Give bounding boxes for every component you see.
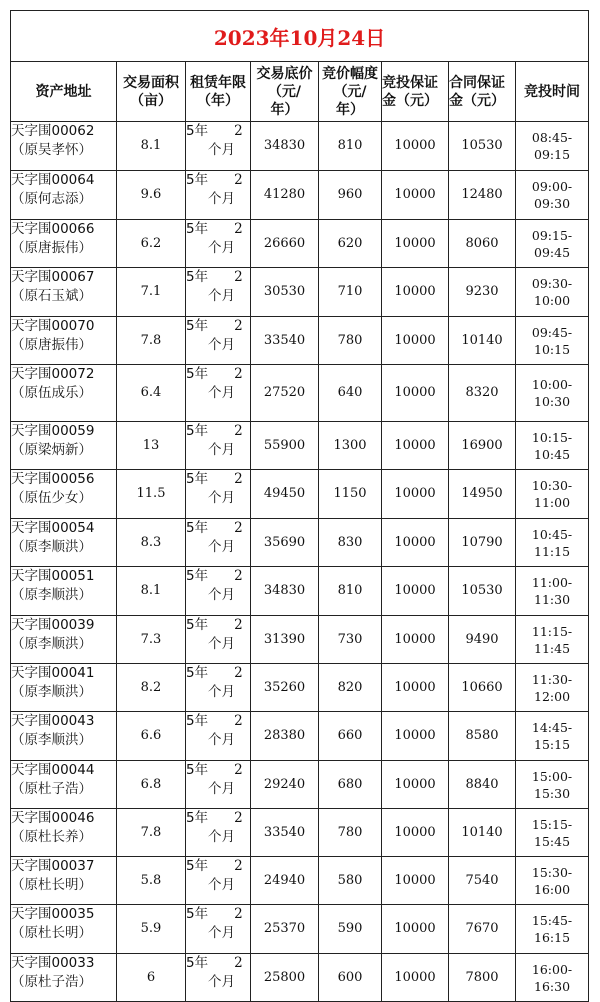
cell-term	[186, 954, 251, 1002]
cell-bid-deposit: 10000	[382, 664, 449, 712]
bid-time-end: 16:00	[534, 881, 571, 897]
cell-address	[11, 616, 117, 664]
bid-time-start: 15:45-	[531, 913, 573, 928]
cell-floor-price: 31390	[251, 616, 319, 664]
cell-floor-price: 26660	[251, 220, 319, 268]
cell-term	[186, 268, 251, 317]
cell-term	[186, 171, 251, 220]
bid-time-start: 09:30-	[531, 276, 573, 291]
cell-increment: 810	[319, 567, 382, 616]
term-months: 个月	[208, 142, 235, 158]
cell-area: 8.1	[117, 567, 186, 616]
cell-area: 11.5	[117, 470, 186, 519]
cell-contract-deposit: 7800	[449, 954, 516, 1002]
cell-contract-deposit: 8060	[449, 220, 516, 268]
header-bid-time: 竞投时间	[516, 62, 589, 122]
table-row	[11, 317, 589, 365]
cell-floor-price: 55900	[251, 422, 319, 470]
term-months: 个月	[208, 829, 235, 845]
address-code: 天字围00035	[11, 906, 95, 922]
cell-floor-price: 24940	[251, 857, 319, 905]
address-code: 天字围00033	[11, 955, 95, 971]
cell-contract-deposit: 16900	[449, 422, 516, 470]
cell-bid-time	[516, 171, 589, 220]
cell-contract-deposit: 10140	[449, 317, 516, 365]
cell-floor-price: 30530	[251, 268, 319, 317]
address-former-owner: （原唐振伟）	[11, 240, 92, 256]
cell-increment: 590	[319, 905, 382, 954]
bid-time-end: 11:45	[534, 640, 571, 656]
cell-increment: 640	[319, 365, 382, 422]
header-address: 资产地址	[11, 62, 117, 122]
table-row	[11, 809, 589, 857]
term-years: 5年 2	[186, 665, 243, 681]
header-bid-deposit: 竞投保证 金（元）	[382, 62, 449, 122]
bid-time-start: 11:00-	[531, 575, 573, 590]
bid-time-start: 10:00-	[531, 377, 573, 392]
term-years: 5年 2	[186, 221, 243, 237]
cell-bid-deposit: 10000	[382, 171, 449, 220]
bid-time-start: 09:00-	[531, 179, 573, 194]
table-row	[11, 122, 589, 171]
bid-time-end: 15:30	[534, 785, 571, 801]
cell-term	[186, 317, 251, 365]
cell-area: 6	[117, 954, 186, 1002]
address-former-owner: （原伍少女）	[11, 490, 92, 506]
bid-time-end: 10:30	[534, 394, 571, 409]
cell-term	[186, 761, 251, 809]
cell-floor-price: 25370	[251, 905, 319, 954]
table-row	[11, 567, 589, 616]
cell-term	[186, 422, 251, 470]
address-code: 天字围00070	[11, 318, 95, 334]
bid-time-start: 11:15-	[531, 623, 573, 639]
cell-bid-time	[516, 470, 589, 519]
address-code: 天字围00054	[11, 520, 95, 536]
cell-address	[11, 470, 117, 519]
cell-area: 7.8	[117, 809, 186, 857]
cell-bid-time	[516, 422, 589, 470]
term-years: 5年 2	[186, 366, 243, 382]
cell-bid-deposit: 10000	[382, 567, 449, 616]
cell-address	[11, 317, 117, 365]
term-years: 5年 2	[186, 906, 243, 922]
cell-area: 8.3	[117, 519, 186, 567]
cell-bid-deposit: 10000	[382, 712, 449, 761]
term-months: 个月	[208, 781, 235, 797]
address-former-owner: （原李顺洪）	[11, 732, 92, 748]
cell-contract-deposit: 8580	[449, 712, 516, 761]
cell-increment: 1150	[319, 470, 382, 519]
cell-term	[186, 712, 251, 761]
bid-time-start: 08:45-	[531, 130, 573, 145]
bid-time-end: 10:45	[534, 446, 571, 462]
address-former-owner: （原何志添）	[11, 191, 92, 207]
header-area: 交易面积 （亩）	[117, 62, 186, 122]
term-months: 个月	[208, 385, 235, 401]
address-code: 天字围00041	[11, 665, 95, 681]
cell-area: 9.6	[117, 171, 186, 220]
address-former-owner: （原杜长明）	[11, 877, 92, 893]
address-code: 天字围00051	[11, 568, 95, 584]
cell-contract-deposit: 10140	[449, 809, 516, 857]
bid-time-start: 10:30-	[531, 478, 573, 493]
cell-increment: 660	[319, 712, 382, 761]
term-years: 5年 2	[186, 318, 243, 334]
cell-bid-time	[516, 122, 589, 171]
cell-area: 6.8	[117, 761, 186, 809]
address-code: 天字围00059	[11, 423, 95, 439]
address-code: 天字围00043	[11, 713, 95, 729]
bid-time-end: 10:15	[534, 341, 571, 357]
cell-contract-deposit: 9490	[449, 616, 516, 664]
cell-bid-deposit: 10000	[382, 268, 449, 317]
bid-time-start: 15:15-	[531, 816, 573, 832]
bid-time-end: 09:15	[534, 147, 571, 162]
cell-term	[186, 905, 251, 954]
table-row	[11, 470, 589, 519]
cell-term	[186, 470, 251, 519]
cell-address	[11, 712, 117, 761]
cell-area: 13	[117, 422, 186, 470]
table-row	[11, 905, 589, 954]
table-row	[11, 664, 589, 712]
cell-floor-price: 35690	[251, 519, 319, 567]
bid-time-start: 10:15-	[531, 429, 573, 445]
sheet-title: 2023年10月24日	[11, 11, 589, 62]
cell-bid-deposit: 10000	[382, 365, 449, 422]
address-former-owner: （原梁炳新）	[11, 442, 92, 458]
table-row	[11, 954, 589, 1002]
address-former-owner: （原李顺洪）	[11, 587, 92, 603]
bid-time-end: 16:15	[534, 930, 571, 945]
cell-term	[186, 616, 251, 664]
cell-area: 7.8	[117, 317, 186, 365]
cell-address	[11, 857, 117, 905]
cell-term	[186, 567, 251, 616]
header-contract-deposit: 合同保证 金（元）	[449, 62, 516, 122]
term-months: 个月	[208, 191, 235, 207]
cell-term	[186, 664, 251, 712]
bid-time-end: 16:30	[534, 978, 571, 994]
cell-floor-price: 49450	[251, 470, 319, 519]
cell-increment: 780	[319, 809, 382, 857]
cell-term	[186, 365, 251, 422]
table-row	[11, 220, 589, 268]
cell-contract-deposit: 10530	[449, 567, 516, 616]
term-months: 个月	[208, 240, 235, 256]
bid-time-start: 09:15-	[531, 227, 573, 243]
table-row	[11, 365, 589, 422]
cell-area: 5.8	[117, 857, 186, 905]
cell-address	[11, 567, 117, 616]
header-floor-price: 交易底价 （元/ 年）	[251, 62, 319, 122]
cell-increment: 830	[319, 519, 382, 567]
term-years: 5年 2	[186, 423, 243, 439]
cell-term	[186, 122, 251, 171]
table-body	[11, 122, 589, 1002]
cell-address	[11, 122, 117, 171]
cell-floor-price: 28380	[251, 712, 319, 761]
table-row	[11, 616, 589, 664]
address-former-owner: （原唐振伟）	[11, 337, 92, 353]
cell-bid-time	[516, 519, 589, 567]
cell-area: 6.6	[117, 712, 186, 761]
cell-increment: 730	[319, 616, 382, 664]
cell-contract-deposit: 10530	[449, 122, 516, 171]
term-months: 个月	[208, 974, 235, 990]
address-code: 天字围00072	[11, 366, 95, 382]
cell-increment: 600	[319, 954, 382, 1002]
address-former-owner: （原吴孝怀）	[11, 142, 92, 158]
bid-time-end: 12:00	[534, 688, 571, 704]
cell-contract-deposit: 7670	[449, 905, 516, 954]
term-months: 个月	[208, 288, 235, 304]
term-years: 5年 2	[186, 762, 243, 778]
cell-floor-price: 34830	[251, 567, 319, 616]
cell-address	[11, 171, 117, 220]
cell-bid-deposit: 10000	[382, 122, 449, 171]
bid-time-start: 14:45-	[531, 720, 573, 735]
term-years: 5年 2	[186, 568, 243, 584]
table-row	[11, 171, 589, 220]
cell-contract-deposit: 9230	[449, 268, 516, 317]
cell-address	[11, 519, 117, 567]
cell-bid-time	[516, 905, 589, 954]
bid-time-end: 11:00	[534, 495, 571, 510]
header-increment: 竞价幅度 （元/ 年）	[319, 62, 382, 122]
cell-increment: 960	[319, 171, 382, 220]
address-code: 天字围00039	[11, 617, 95, 633]
address-code: 天字围00056	[11, 471, 95, 487]
cell-area: 6.2	[117, 220, 186, 268]
table-row	[11, 712, 589, 761]
address-former-owner: （原杜长养）	[11, 829, 92, 845]
address-former-owner: （原杜长明）	[11, 925, 92, 941]
bid-time-end: 10:00	[534, 293, 571, 308]
cell-increment: 680	[319, 761, 382, 809]
address-former-owner: （原李顺洪）	[11, 539, 92, 555]
cell-bid-time	[516, 954, 589, 1002]
table-row	[11, 857, 589, 905]
address-former-owner: （原杜子浩）	[11, 781, 92, 797]
table-row	[11, 268, 589, 317]
cell-area: 6.4	[117, 365, 186, 422]
cell-contract-deposit: 14950	[449, 470, 516, 519]
cell-contract-deposit: 7540	[449, 857, 516, 905]
address-former-owner: （原石玉斌）	[11, 288, 92, 304]
header-term: 租赁年限 （年）	[186, 62, 251, 122]
cell-increment: 580	[319, 857, 382, 905]
bid-time-start: 09:45-	[531, 324, 573, 340]
address-former-owner: （原杜子浩）	[11, 974, 92, 990]
address-code: 天字围00067	[11, 269, 95, 285]
cell-floor-price: 33540	[251, 809, 319, 857]
cell-bid-deposit: 10000	[382, 616, 449, 664]
term-months: 个月	[208, 925, 235, 941]
cell-contract-deposit: 10790	[449, 519, 516, 567]
cell-bid-time	[516, 809, 589, 857]
cell-contract-deposit: 8840	[449, 761, 516, 809]
bid-time-end: 11:15	[534, 543, 571, 559]
cell-address	[11, 761, 117, 809]
cell-increment: 1300	[319, 422, 382, 470]
cell-address	[11, 809, 117, 857]
cell-bid-time	[516, 365, 589, 422]
bid-time-end: 15:45	[534, 833, 571, 849]
cell-bid-time	[516, 761, 589, 809]
address-former-owner: （原李顺洪）	[11, 636, 92, 652]
term-months: 个月	[208, 539, 235, 555]
term-years: 5年 2	[186, 617, 243, 633]
address-code: 天字围00046	[11, 810, 95, 826]
cell-floor-price: 35260	[251, 664, 319, 712]
address-code: 天字围00037	[11, 858, 95, 874]
bid-time-start: 16:00-	[531, 961, 573, 977]
address-former-owner: （原李顺洪）	[11, 684, 92, 700]
header-row	[11, 62, 589, 122]
term-months: 个月	[208, 490, 235, 506]
cell-term	[186, 220, 251, 268]
term-months: 个月	[208, 587, 235, 603]
term-months: 个月	[208, 442, 235, 458]
bid-time-end: 11:30	[534, 592, 571, 607]
cell-contract-deposit: 8320	[449, 365, 516, 422]
cell-bid-time	[516, 664, 589, 712]
term-years: 5年 2	[186, 520, 243, 536]
cell-bid-deposit: 10000	[382, 809, 449, 857]
term-years: 5年 2	[186, 172, 243, 188]
term-months: 个月	[208, 877, 235, 893]
cell-bid-deposit: 10000	[382, 519, 449, 567]
cell-floor-price: 33540	[251, 317, 319, 365]
cell-floor-price: 25800	[251, 954, 319, 1002]
cell-address	[11, 905, 117, 954]
address-former-owner: （原伍成乐）	[11, 385, 92, 401]
auction-schedule-table	[10, 10, 589, 1002]
term-years: 5年 2	[186, 858, 243, 874]
cell-term	[186, 857, 251, 905]
cell-address	[11, 268, 117, 317]
cell-increment: 710	[319, 268, 382, 317]
cell-contract-deposit: 10660	[449, 664, 516, 712]
cell-bid-time	[516, 616, 589, 664]
cell-address	[11, 365, 117, 422]
bid-time-end: 15:15	[534, 737, 571, 752]
cell-bid-time	[516, 268, 589, 317]
table-row	[11, 422, 589, 470]
cell-area: 8.2	[117, 664, 186, 712]
cell-area: 7.1	[117, 268, 186, 317]
cell-increment: 810	[319, 122, 382, 171]
cell-term	[186, 809, 251, 857]
address-code: 天字围00066	[11, 221, 95, 237]
address-code: 天字围00064	[11, 172, 95, 188]
cell-contract-deposit: 12480	[449, 171, 516, 220]
table-row	[11, 519, 589, 567]
term-months: 个月	[208, 337, 235, 353]
cell-bid-deposit: 10000	[382, 317, 449, 365]
cell-bid-time	[516, 712, 589, 761]
cell-increment: 620	[319, 220, 382, 268]
term-years: 5年 2	[186, 713, 243, 729]
cell-floor-price: 34830	[251, 122, 319, 171]
term-months: 个月	[208, 732, 235, 748]
cell-address	[11, 422, 117, 470]
cell-bid-time	[516, 220, 589, 268]
term-years: 5年 2	[186, 955, 243, 971]
bid-time-start: 10:45-	[531, 526, 573, 542]
bid-time-end: 09:30	[534, 196, 571, 211]
term-years: 5年 2	[186, 123, 243, 139]
cell-area: 7.3	[117, 616, 186, 664]
cell-address	[11, 220, 117, 268]
bid-time-start: 11:30-	[531, 671, 573, 687]
address-code: 天字围00062	[11, 123, 95, 139]
cell-bid-deposit: 10000	[382, 905, 449, 954]
cell-bid-deposit: 10000	[382, 857, 449, 905]
cell-area: 8.1	[117, 122, 186, 171]
cell-bid-deposit: 10000	[382, 422, 449, 470]
cell-bid-time	[516, 567, 589, 616]
term-months: 个月	[208, 636, 235, 652]
cell-term	[186, 519, 251, 567]
cell-floor-price: 27520	[251, 365, 319, 422]
cell-bid-time	[516, 317, 589, 365]
cell-bid-deposit: 10000	[382, 954, 449, 1002]
cell-bid-deposit: 10000	[382, 761, 449, 809]
cell-increment: 820	[319, 664, 382, 712]
bid-time-start: 15:00-	[531, 768, 573, 784]
term-years: 5年 2	[186, 810, 243, 826]
term-months: 个月	[208, 684, 235, 700]
address-code: 天字围00044	[11, 762, 95, 778]
cell-bid-deposit: 10000	[382, 470, 449, 519]
cell-area: 5.9	[117, 905, 186, 954]
bid-time-end: 09:45	[534, 244, 571, 260]
term-years: 5年 2	[186, 269, 243, 285]
term-years: 5年 2	[186, 471, 243, 487]
cell-increment: 780	[319, 317, 382, 365]
cell-address	[11, 664, 117, 712]
bid-time-start: 15:30-	[531, 864, 573, 880]
cell-floor-price: 29240	[251, 761, 319, 809]
cell-bid-deposit: 10000	[382, 220, 449, 268]
table-row	[11, 761, 589, 809]
cell-address	[11, 954, 117, 1002]
cell-bid-time	[516, 857, 589, 905]
cell-floor-price: 41280	[251, 171, 319, 220]
